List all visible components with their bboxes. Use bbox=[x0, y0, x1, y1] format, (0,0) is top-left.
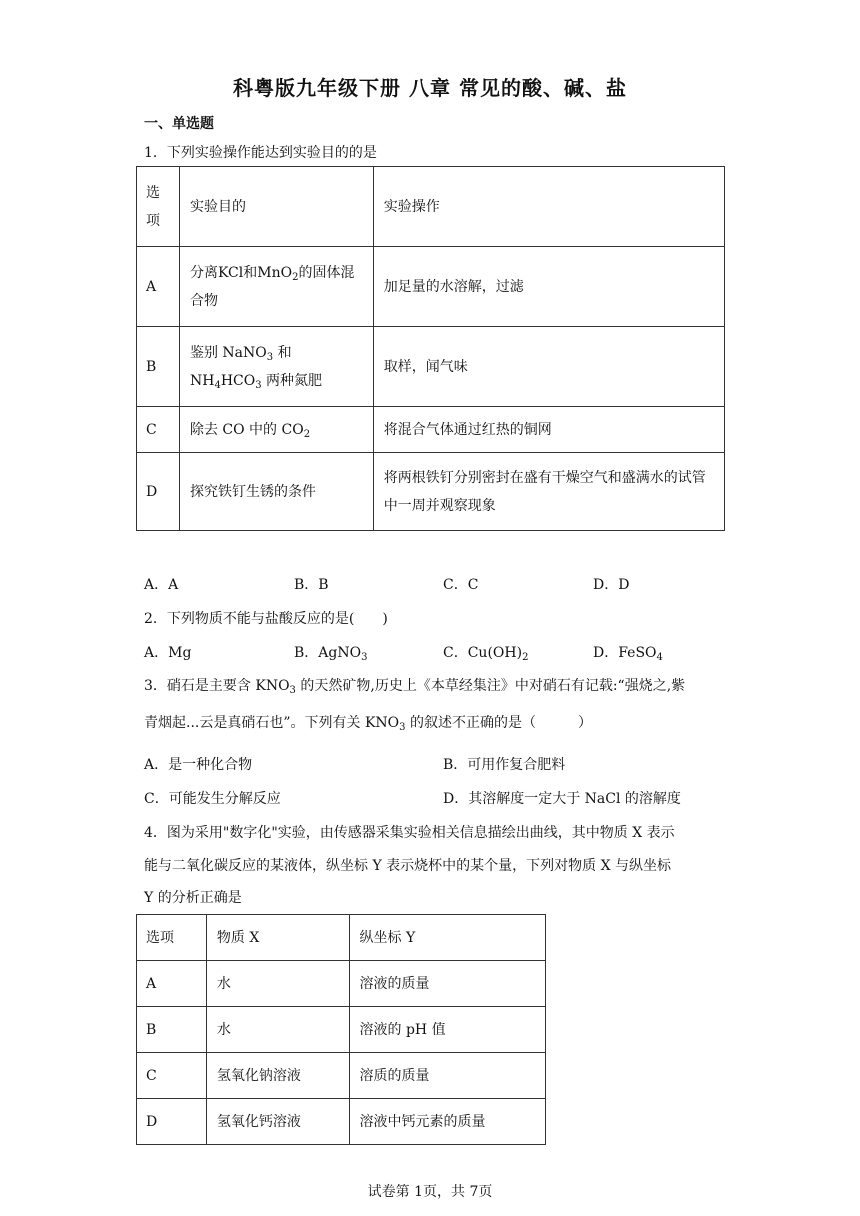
table-row bbox=[137, 247, 725, 327]
row-substance: 氢氧化钙溶液 bbox=[206, 1099, 349, 1145]
q1-option-b[interactable]: B．B bbox=[294, 577, 329, 593]
header-cell-operation: 实验操作 bbox=[373, 167, 724, 247]
row-operation: 将两根铁钉分别密封在盛有干燥空气和盛满水的试管中一周并观察现象 bbox=[373, 453, 724, 531]
table-header-row bbox=[137, 915, 546, 961]
q1-option-c[interactable]: C．C bbox=[443, 577, 479, 593]
question-1-stem: 1．下列实验操作能达到实验目的的是 bbox=[144, 145, 377, 161]
header-cell-substance: 物质 X bbox=[206, 915, 349, 961]
q2-option-c[interactable]: C．$Cu(OH)_2$ bbox=[443, 645, 529, 663]
header-cell-y-axis: 纵坐标 Y bbox=[349, 915, 546, 961]
question-4-stem-line2: 能与二氧化碳反应的某液体，纵坐标 Y 表示烧杯中的某个量，下列对物质 X 与纵坐标 bbox=[144, 858, 672, 874]
question-3-stem-line2: 青烟起...云是真硝石也”。下列有关 $KNO_3$ 的叙述不正确的是（ ） bbox=[144, 715, 592, 733]
table-row bbox=[137, 407, 725, 453]
question-4-stem-line3: Y 的分析正确是 bbox=[144, 890, 242, 906]
page-footer: 试卷第 1页，共 7页 bbox=[367, 1184, 493, 1200]
row-substance: 水 bbox=[206, 961, 349, 1007]
q3-option-a[interactable]: A．是一种化合物 bbox=[144, 757, 253, 773]
q1-option-a[interactable]: A．A bbox=[144, 577, 179, 593]
row-substance: 水 bbox=[206, 1007, 349, 1053]
row-y-axis: 溶质的质量 bbox=[349, 1053, 546, 1099]
q2-option-b[interactable]: B．AgNO$_3$ bbox=[294, 645, 368, 663]
q2-option-a[interactable]: A．Mg bbox=[144, 645, 192, 661]
row-goal: 分离KCl和MnO$_2$的固体混合物 bbox=[179, 247, 373, 327]
row-substance: 氢氧化钠溶液 bbox=[206, 1053, 349, 1099]
table-row bbox=[137, 327, 725, 407]
question-4-table bbox=[136, 914, 546, 1145]
row-goal: 除去 CO 中的 $CO_2$ bbox=[179, 407, 373, 453]
table-row bbox=[137, 1007, 546, 1053]
row-option: C bbox=[137, 1053, 207, 1099]
header-cell-option: 选项 bbox=[137, 167, 180, 247]
q2-option-d[interactable]: D．FeSO$_4$ bbox=[593, 645, 663, 663]
row-option: A bbox=[137, 247, 180, 327]
table-header-row bbox=[137, 167, 725, 247]
row-option: B bbox=[137, 1007, 207, 1053]
row-operation: 加足量的水溶解，过滤 bbox=[373, 247, 724, 327]
question-3-stem-line1: 3．硝石是主要含 $KNO_3$ 的天然矿物,历史上《本草经集注》中对硝石有记载:“强烧之,紫 bbox=[144, 678, 686, 696]
q3-option-d[interactable]: D．其溶解度一定大于 NaCl 的溶解度 bbox=[443, 791, 681, 807]
header-cell-goal: 实验目的 bbox=[179, 167, 373, 247]
row-option: A bbox=[137, 961, 207, 1007]
row-option: D bbox=[137, 453, 180, 531]
row-option: B bbox=[137, 327, 180, 407]
question-1-table bbox=[136, 166, 725, 531]
question-2-stem: 2．下列物质不能与盐酸反应的是( ) bbox=[144, 611, 388, 627]
page-title: 科粤版九年级下册 八章 常见的酸、碱、盐 bbox=[233, 76, 627, 100]
row-option: C bbox=[137, 407, 180, 453]
q1-option-d[interactable]: D．D bbox=[593, 577, 630, 593]
table-row bbox=[137, 1053, 546, 1099]
table-row bbox=[137, 961, 546, 1007]
row-y-axis: 溶液的 pH 值 bbox=[349, 1007, 546, 1053]
table-row bbox=[137, 1099, 546, 1145]
question-4-stem-line1: 4．图为采用"数字化"实验，由传感器采集实验相关信息描绘出曲线，其中物质 X 表示 bbox=[144, 825, 675, 841]
row-operation: 取样，闻气味 bbox=[373, 327, 724, 407]
table-row bbox=[137, 453, 725, 531]
row-y-axis: 溶液中钙元素的质量 bbox=[349, 1099, 546, 1145]
row-operation: 将混合气体通过红热的铜网 bbox=[373, 407, 724, 453]
row-goal: 探究铁钉生锈的条件 bbox=[179, 453, 373, 531]
row-goal: 鉴别 NaNO$_3$ 和 $NH_4HCO_3$ 两种氮肥 bbox=[179, 327, 373, 407]
section-heading: 一、单选题 bbox=[144, 116, 214, 132]
q3-option-b[interactable]: B．可用作复合肥料 bbox=[443, 757, 566, 773]
row-y-axis: 溶液的质量 bbox=[349, 961, 546, 1007]
q3-option-c[interactable]: C．可能发生分解反应 bbox=[144, 791, 281, 807]
row-option: D bbox=[137, 1099, 207, 1145]
header-cell-option: 选项 bbox=[137, 915, 207, 961]
